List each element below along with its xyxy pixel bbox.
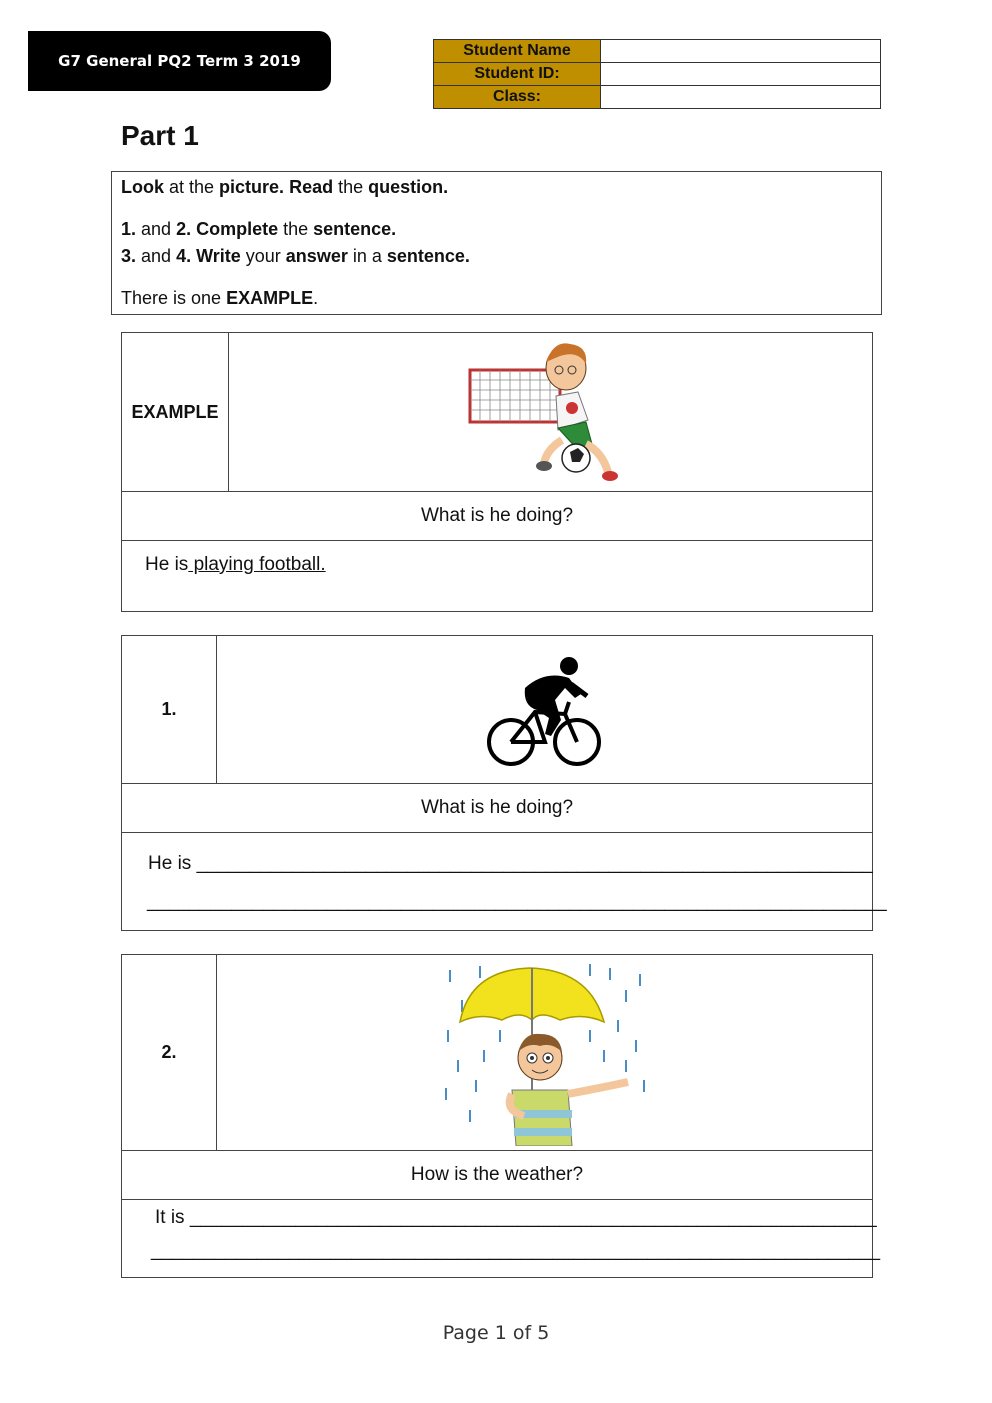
word-at-the: at the (164, 177, 220, 197)
word-question: question. (368, 177, 449, 197)
num-2: 2. (176, 219, 192, 239)
question-1-blank-1[interactable]: ________________________________________________________________ (196, 853, 873, 874)
question-2-block (121, 954, 881, 1278)
page-number: Page 1 of 5 (442, 1322, 550, 1344)
word-look: Look (121, 177, 164, 197)
example-answer-text (145, 554, 326, 576)
question-2-answer[interactable] (122, 1200, 881, 1278)
num-1: 1. (121, 219, 137, 239)
question-2-answer-line-1 (155, 1207, 877, 1229)
example-picture-row (122, 333, 872, 492)
word-your: your (240, 246, 286, 266)
question-2-blank-1[interactable]: _________________________________________________________________ (189, 1207, 877, 1228)
example-question: What is he doing? (122, 492, 872, 541)
student-name-field[interactable] (601, 40, 881, 63)
word-the: the (278, 219, 314, 239)
exam-title-badge (28, 31, 331, 91)
boy-with-umbrella-in-rain-icon (440, 960, 650, 1146)
word-example: EXAMPLE (226, 288, 314, 308)
cyclist-silhouette-icon (485, 650, 605, 770)
word-sentence: sentence. (386, 246, 470, 266)
instruction-line-4 (121, 287, 872, 309)
question-2-text: How is the weather? (122, 1151, 872, 1200)
word-read: Read (284, 177, 334, 197)
word-complete: Complete (191, 219, 279, 239)
question-2-label: 2. (122, 955, 217, 1150)
question-1-answer-line-1 (148, 853, 873, 875)
student-id-field[interactable] (601, 63, 881, 86)
example-answer-filled: playing football. (188, 554, 326, 575)
exam-title: G7 General PQ2 Term 3 2019 (58, 52, 301, 70)
word-and: and (136, 246, 177, 266)
example-picture (229, 333, 872, 491)
example-block (121, 332, 873, 612)
num-4: 4. (176, 246, 192, 266)
question-1-picture (217, 636, 872, 783)
word-and: and (136, 219, 177, 239)
word-sentence: sentence. (313, 219, 397, 239)
question-1-answer[interactable] (122, 833, 887, 931)
question-2-picture-row (122, 955, 872, 1151)
instruction-line-3 (121, 245, 872, 267)
student-name-label: Student Name (434, 40, 601, 63)
num-3: 3. (121, 246, 137, 266)
word-in-a: in a (347, 246, 387, 266)
question-1-picture-row (122, 636, 872, 784)
part-title: Part 1 (121, 120, 199, 151)
question-1-label: 1. (122, 636, 217, 783)
instructions-box (111, 171, 882, 315)
question-2-answer-prefix: It is (155, 1207, 190, 1228)
example-label: EXAMPLE (122, 333, 229, 491)
class-field[interactable] (601, 86, 881, 109)
student-id-label: Student ID: (434, 63, 601, 86)
instruction-line-2 (121, 218, 872, 240)
question-1-answer-prefix: He is (148, 853, 197, 874)
word-the: the (333, 177, 369, 197)
student-info-table (433, 39, 881, 109)
period: . (313, 288, 319, 308)
question-1-blank-2[interactable]: ______________________________________________________________________ (147, 891, 887, 912)
word-answer: answer (285, 246, 348, 266)
question-1-text: What is he doing? (122, 784, 872, 833)
text-there-is-one: There is one (121, 288, 227, 308)
question-1-block (121, 635, 887, 931)
example-answer-prefix: He is (145, 554, 189, 575)
boy-playing-football-icon (466, 340, 636, 485)
instruction-line-1 (121, 176, 872, 198)
word-picture: picture. (219, 177, 285, 197)
question-2-picture (217, 955, 872, 1150)
word-write: Write (191, 246, 241, 266)
class-label: Class: (434, 86, 601, 109)
example-answer (122, 541, 872, 611)
question-2-blank-2[interactable]: _____________________________________________________________________ (151, 1240, 881, 1261)
